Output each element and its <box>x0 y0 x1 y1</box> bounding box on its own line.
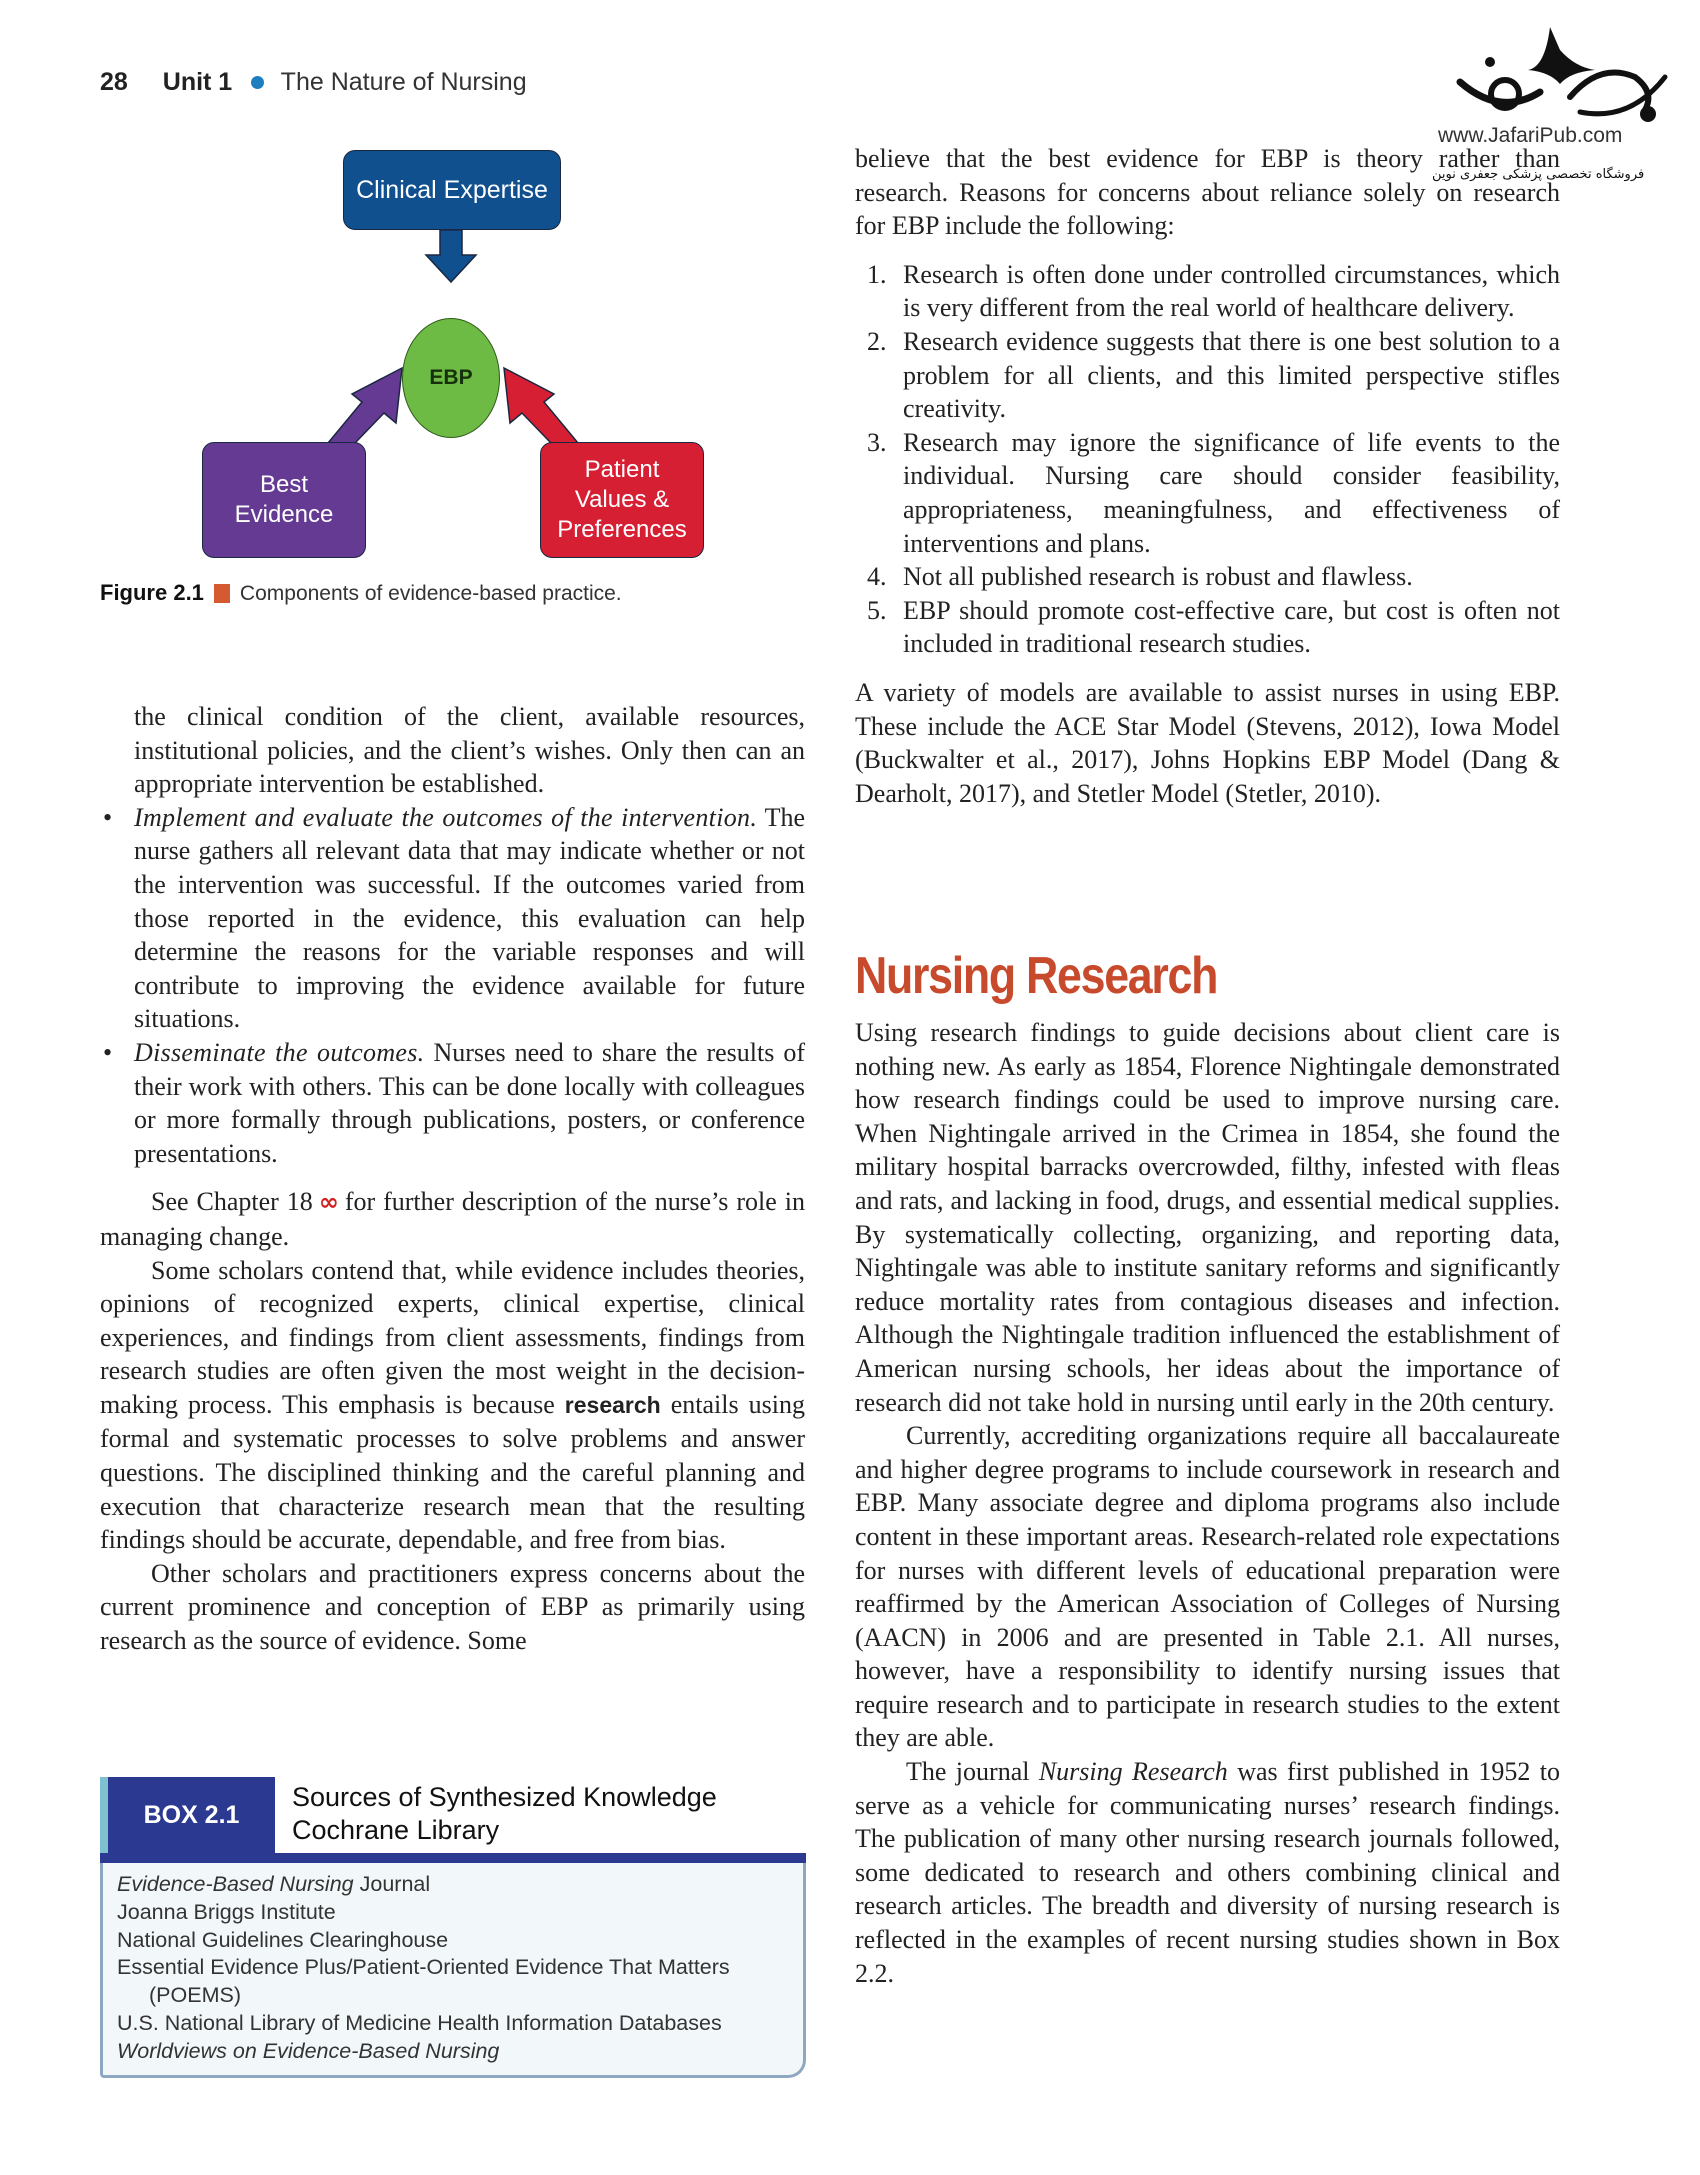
paragraph <box>855 1755 1560 1990</box>
cross-ref-text: for further description of the nurse’s role in managing change. <box>100 1187 805 1251</box>
step-text: The nurse gathers all relevant data that may indicate whether or not the intervention was successful. If the outcomes varied from those reported in the evidence, this evaluation can help determine the reasons for the variable responses and will contribute to improving the evidence available for future situations. <box>134 802 806 1034</box>
box-item <box>117 1954 789 1982</box>
box-item-text: U.S. National Library of Medicine Health Information Databases <box>117 2010 722 2035</box>
paragraph-text: was first published in 1952 to serve as a vehicle for communicating nurses’ research findings. The publication of many other nursing research journals followed, some dedicated to research and others combining clinical and research articles. The breadth and diversity of nursing research is reflected in the examples of recent nursing studies shown in Box 2.2. <box>855 1757 1560 1988</box>
watermark-persian-text: فروشگاه تخصصی پزشکی جعفری نوین <box>1432 167 1645 182</box>
concern-item <box>867 560 1560 594</box>
item-text: Research is often done under controlled circumstances, which is very different from the real world of healthcare delivery. <box>903 259 1560 323</box>
paragraph: believe that the best evidence for EBP is theory rather than research. Reasons for concerns about reliance solely on research for EBP include the following: <box>855 144 1560 241</box>
calligraphy-logo-icon <box>1420 22 1690 132</box>
box-header-rule <box>100 1853 806 1863</box>
arrow-up-left-icon <box>504 368 578 443</box>
box-item-text: (POEMS) <box>149 1983 241 2008</box>
page-number: 28 <box>100 68 128 96</box>
box-2-1 <box>100 1777 806 2084</box>
chapter-link-icon[interactable]: ∞ <box>318 1188 339 1217</box>
box-item <box>117 1871 789 1899</box>
figure-number: Figure 2.1 <box>100 580 204 605</box>
node-ebp <box>402 318 500 438</box>
box-item-text: Joanna Briggs Institute <box>117 1899 336 1924</box>
node-label: Clinical Expertise <box>356 175 548 204</box>
paragraph <box>100 1254 805 1557</box>
chapter-title: The Nature of Nursing <box>280 68 527 96</box>
step-list <box>100 700 805 1170</box>
box-item <box>117 1899 789 1927</box>
right-column-section <box>855 1016 1560 1990</box>
box-item-text: Journal <box>353 1872 431 1896</box>
unit-label: Unit 1 <box>162 68 233 96</box>
paragraph-text: Some scholars contend that, while evidence includes theories, opinions of recognized experts, clinical expertise, clinical experiences, and findings from client assessments, findings from research studies are often given the most weight in the decision-making process. This emphasis is because <box>100 1255 805 1419</box>
box-title <box>292 1781 717 1847</box>
item-number: 4. <box>867 562 887 592</box>
key-term: research <box>564 1391 661 1418</box>
node-best-evidence <box>202 442 366 558</box>
box-item <box>117 2010 789 2038</box>
concerns-list <box>855 258 1560 661</box>
running-header <box>100 68 527 97</box>
node-label-line: Values & <box>574 486 670 513</box>
step-lead: Implement and evaluate the outcomes of the intervention. <box>134 802 758 832</box>
node-label-line: Patient <box>584 456 660 483</box>
concern-item <box>867 594 1560 661</box>
paragraph: Currently, accrediting organizations require all baccalaureate and higher degree programs to include coursework in research and EBP. Many associate degree and diploma programs also include content in these important areas. Research-related role expectations for nurses with different levels of educational preparation were reaffirmed by the American Association of Colleges of Nursing (AACN) in 2006 and are presented in Table 2.1. All nurses, however, have a responsibility to identify nursing issues that require research and to participate in research studies to the extent they are able. <box>855 1421 1560 1753</box>
step-text: Nurses need to share the results of their work with others. This can be done locally with colleagues or more formally through publications, posters, or conference presentations. <box>134 1037 805 1168</box>
step-item <box>134 801 805 1036</box>
figure-ebp-components <box>100 140 800 610</box>
node-patient-values <box>540 442 704 558</box>
item-number: 3. <box>867 427 887 457</box>
cross-ref-text: See Chapter 18 <box>151 1187 313 1217</box>
box-title-line: Sources of Synthesized Knowledge <box>292 1782 717 1812</box>
cross-reference-paragraph <box>100 1185 805 1253</box>
box-title-line: Cochrane Library <box>292 1815 500 1845</box>
box-item-text: Essential Evidence Plus/Patient-Oriented Evidence That Matters <box>117 1955 730 1980</box>
concern-item <box>867 325 1560 426</box>
arrow-down-icon <box>426 230 476 282</box>
bullet-dot-icon <box>251 76 264 89</box>
item-text: Not all published research is robust and flawless. <box>903 562 1413 592</box>
box-item-continuation <box>117 1982 789 2010</box>
right-column-top <box>855 142 1560 810</box>
item-text: Research evidence suggests that there is one best solution to a problem for all clients, and this limited perspective stifles creativity. <box>903 326 1560 424</box>
watermark-url: www.JafariPub.com <box>1438 124 1623 147</box>
item-number: 2. <box>867 326 887 356</box>
item-number: 5. <box>867 595 887 625</box>
arrow-up-right-icon <box>328 368 402 443</box>
box-item-italic: Worldviews on Evidence-Based Nursing <box>117 2038 500 2063</box>
box-item-italic: Evidence-Based Nursing <box>117 1872 354 1896</box>
item-number: 1. <box>867 259 887 289</box>
section-heading: Nursing Research <box>855 947 1218 1005</box>
caption-text: Components of evidence-based practice. <box>239 582 622 605</box>
step-continuation: the clinical condition of the client, available resources, institutional policies, and the client’s wishes. Only then can an appropriate intervention be established. <box>134 702 805 799</box>
paragraph: Using research findings to guide decisions about client care is nothing new. As early as 1854, Florence Nightingale demonstrated how research findings could be used to improve nursing care. When Nightingale arrived in the Crimea in 1854, she found the military hospital barracks overcrowded, filthy, infested with fleas and rats, and lacking in food, drugs, and essential medical supplies. By systematically collecting, organizing, and reporting data, Nightingale was able to institute sanitary reforms and significantly reduce mortality rates from contagious diseases and infection. Although the Nightingale tradition influenced the establishment of American nursing schools, her ideas about the importance of research did not take hold in nursing until early in the 20th century. <box>855 1018 1560 1417</box>
box-item-text: National Guidelines Clearinghouse <box>117 1927 449 1952</box>
item-text: Research may ignore the significance of life events to the individual. Nursing care should consider feasibility, appropriateness, meaningfulness, and effectiveness of interventions and plans. <box>903 427 1560 558</box>
box-body <box>100 1863 806 2078</box>
node-label: EBP <box>429 366 473 389</box>
node-label-line: Evidence <box>234 501 334 528</box>
box-item <box>117 2038 789 2066</box>
step-item <box>134 1036 805 1170</box>
journal-title: Nursing Research <box>1038 1757 1228 1787</box>
paragraph-text: entails using formal and systematic processes to solve problems and answer questions. The disciplined thinking and the careful planning and execution that characterize research mean that the resulting findings should be accurate, dependable, and free from bias. <box>100 1389 805 1555</box>
node-label-line: Best <box>259 471 308 498</box>
paragraph: A variety of models are available to assist nurses in using EBP. These include the ACE Star Model (Stevens, 2012), Iowa Model (Buckwalter et al., 2017), Johns Hopkins EBP Model (Dang & Dearholt, 2017), and Stetler Model (Stetler, 2010). <box>855 677 1560 808</box>
caption-square-icon <box>214 584 230 603</box>
item-text: EBP should promote cost-effective care, but cost is often not included in traditional research studies. <box>903 595 1560 659</box>
box-label: BOX 2.1 <box>100 1777 275 1853</box>
figure-caption <box>100 580 622 606</box>
paragraph: Other scholars and practitioners express concerns about the current prominence and conception of EBP as primarily using research as the source of evidence. Some <box>100 1558 805 1656</box>
concern-item <box>867 258 1560 325</box>
node-clinical-expertise <box>343 150 561 230</box>
node-label-line: Preferences <box>557 516 687 543</box>
left-column <box>100 700 805 1658</box>
paragraph-text: The journal <box>906 1757 1039 1787</box>
concern-item <box>867 426 1560 560</box>
step-lead: Disseminate the outcomes. <box>134 1037 425 1067</box>
box-item <box>117 1927 789 1955</box>
